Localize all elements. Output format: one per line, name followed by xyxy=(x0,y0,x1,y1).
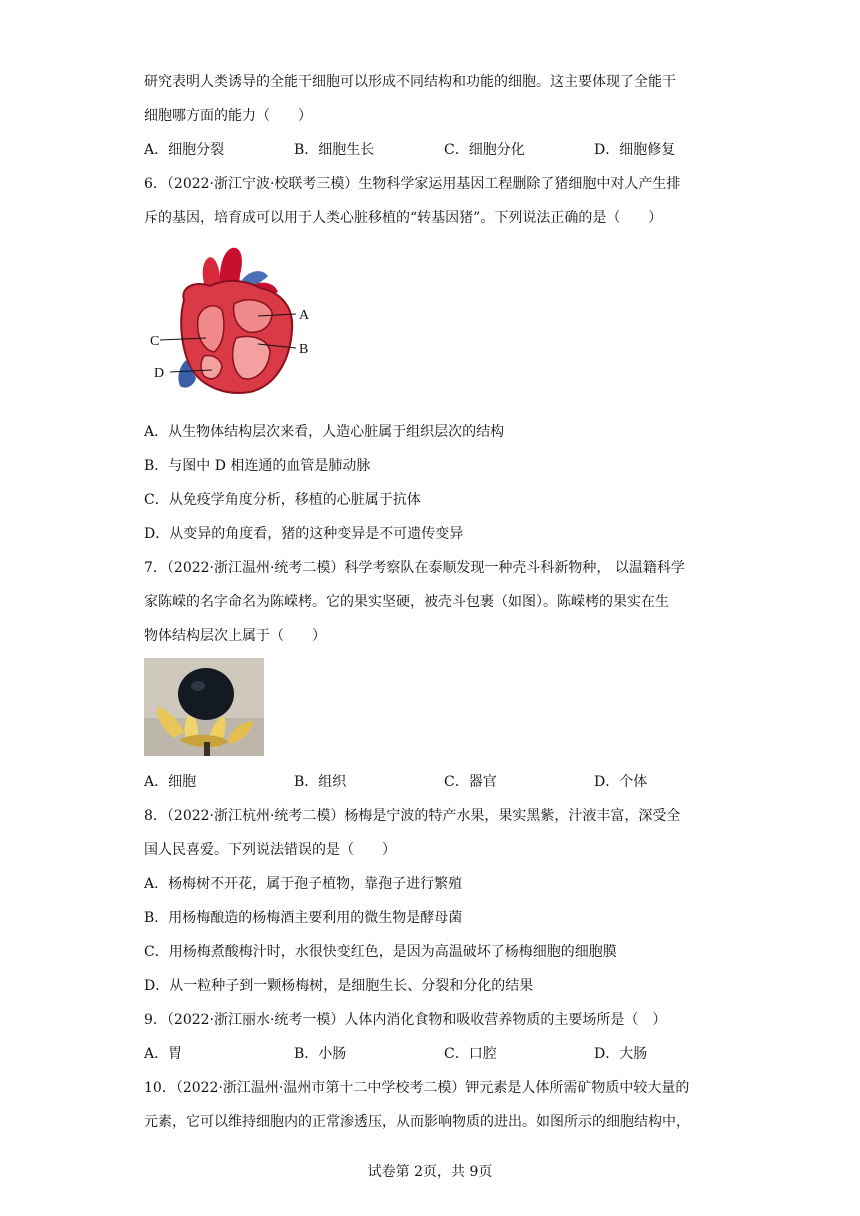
q6-line-2: 斥的基因，培育成可以用于人类心脏移植的“转基因猪”。下列说法正确的是（ ） xyxy=(144,210,663,226)
q9-option-b: B．小肠 xyxy=(294,1046,347,1062)
heart-label-c: C xyxy=(150,334,160,349)
q8-option-d: D．从一粒种子到一颗杨梅树，是细胞生长、分裂和分化的结果 xyxy=(144,978,534,994)
q6-line-1: 6．（2022·浙江宁波·校联考三模）生物科学家运用基因工程删除了猪细胞中对人产生排 xyxy=(144,176,681,192)
q8-option-a: A．杨梅树不开花，属于孢子植物，靠孢子进行繁殖 xyxy=(144,876,463,892)
q9-option-a: A．胃 xyxy=(144,1046,183,1062)
q7-line-1: 7．（2022·浙江温州·统考二模）科学考察队在泰顺发现一种壳斗科新物种， 以温籍科学 xyxy=(144,560,685,576)
q7-line-3: 物体结构层次上属于（ ） xyxy=(144,628,326,644)
q6-option-a: A．从生物体结构层次来看，人造心脏属于组织层次的结构 xyxy=(144,424,505,440)
q5-line-1: 研究表明人类诱导的全能干细胞可以形成不同结构和功能的细胞。这主要体现了全能干 xyxy=(144,74,676,90)
q5-line-2: 细胞哪方面的能力（ ） xyxy=(144,108,312,124)
q10-line-1: 10．（2022·浙江温州·温州市第十二中学校考二模）钾元素是人体所需矿物质中较大量的 xyxy=(144,1080,690,1096)
heart-label-a: A xyxy=(299,308,310,323)
q9-line-1: 9．（2022·浙江丽水·统考一模）人体内消化食物和吸收营养物质的主要场所是（ ） xyxy=(144,1012,667,1028)
heart-diagram xyxy=(150,240,320,400)
q9-option-c: C．口腔 xyxy=(444,1046,497,1062)
q8-option-b: B．用杨梅酿造的杨梅酒主要利用的微生物是酵母菌 xyxy=(144,910,463,926)
q9-option-d: D．大肠 xyxy=(594,1046,648,1062)
q5-option-b: B．细胞生长 xyxy=(294,142,375,158)
q5-option-a: A．细胞分裂 xyxy=(144,142,225,158)
q7-line-2: 家陈嵘的名字命名为陈嵘栲。它的果实坚硬，被壳斗包裹（如图）。陈嵘栲的果实在生 xyxy=(144,594,669,610)
q10-line-2: 元素，它可以维持细胞内的正常渗透压，从而影响物质的进出。如图所示的细胞结构中， xyxy=(144,1114,690,1130)
heart-label-b: B xyxy=(299,342,309,357)
q8-line-2: 国人民喜爱。下列说法错误的是（ ） xyxy=(144,842,396,858)
q6-option-b: B．与图中 D 相连通的血管是肺动脉 xyxy=(144,458,371,474)
q6-option-d: D．从变异的角度看，猪的这种变异是不可遗传变异 xyxy=(144,526,464,542)
q6-option-c: C．从免疫学角度分析，移植的心脏属于抗体 xyxy=(144,492,421,508)
q5-option-d: D．细胞修复 xyxy=(594,142,676,158)
page-footer: 试卷第 2页，共 9页 xyxy=(367,1164,493,1180)
heart-label-d: D xyxy=(154,366,165,381)
q7-option-a: A．细胞 xyxy=(144,774,197,790)
chestnut-fruit-photo xyxy=(144,658,264,756)
q7-option-b: B．组织 xyxy=(294,774,347,790)
q8-option-c: C．用杨梅煮酸梅汁时，水很快变红色，是因为高温破坏了杨梅细胞的细胞膜 xyxy=(144,944,617,960)
q7-option-d: D．个体 xyxy=(594,774,648,790)
q5-option-c: C．细胞分化 xyxy=(444,142,525,158)
q7-option-c: C．器官 xyxy=(444,774,497,790)
q8-line-1: 8．（2022·浙江杭州·统考二模）杨梅是宁波的特产水果，果实黑紫，汁液丰富，深受全 xyxy=(144,808,681,824)
